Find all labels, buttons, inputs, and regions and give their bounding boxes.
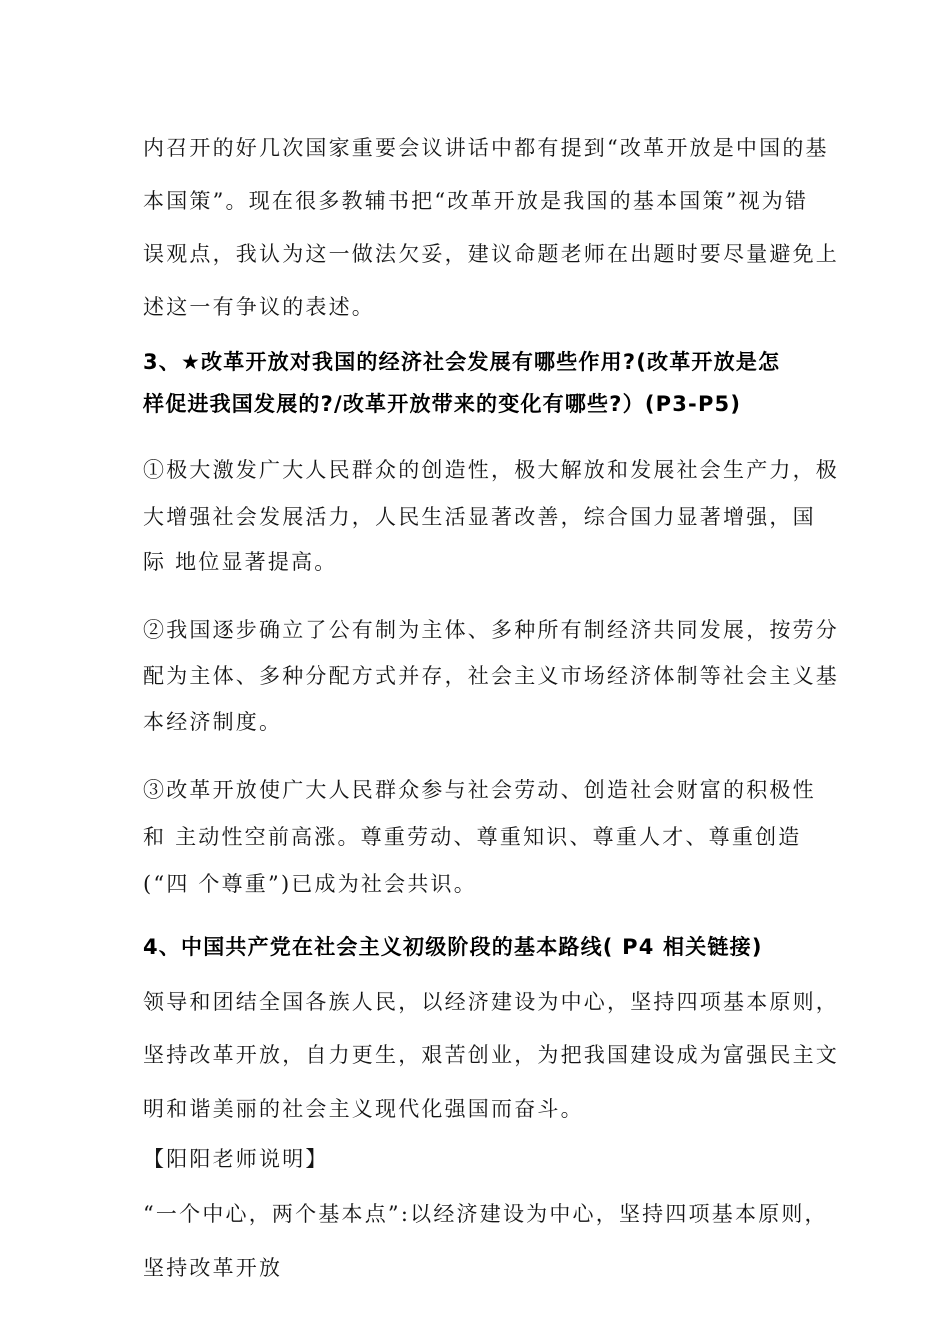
point-3-line: 和 主动性空前高涨。尊重劳动、尊重知识、尊重人才、尊重创造 (143, 825, 802, 849)
point-2-line: 配为主体、多种分配方式并存，社会主义市场经济体制等社会主义基 (143, 664, 839, 688)
section-4-body-line: 明和谐美丽的社会主义现代化强国而奋斗。 (143, 1097, 584, 1121)
teacher-note-title: 【阳阳老师说明】 (143, 1147, 329, 1171)
section-3-heading: 样促进我国发展的?/改革开放带来的变化有哪些?）(P3-P5) (143, 392, 742, 416)
point-1-line: 大增强社会发展活力，人民生活显著改善，综合国力显著增强，国 (143, 505, 816, 529)
point-2-line: 本经济制度。 (143, 710, 283, 734)
section-4-heading: 4、中国共产党在社会主义初级阶段的基本路线( P4 相关链接) (143, 935, 763, 959)
teacher-note-line: “一个中心，两个基本点”:以经济建设为中心，坚持四项基本原则， (143, 1202, 828, 1226)
point-3-line: ③改革开放使广大人民群众参与社会劳动、创造社会财富的积极性 (143, 778, 816, 802)
section-4-body-line: 坚持改革开放，自力更生，艰苦创业，为把我国建设成为富强民主文 (143, 1043, 839, 1067)
section-3-heading: 3、★改革开放对我国的经济社会发展有哪些作用?(改革开放是怎 (143, 350, 781, 374)
intro-line: 述这一有争议的表述。 (143, 295, 375, 319)
point-3-line: (“四 个尊重”)已成为社会共识。 (143, 872, 477, 896)
intro-line: 误观点，我认为这一做法欠妥，建议命题老师在出题时要尽量避免上 (143, 242, 839, 266)
point-2-line: ②我国逐步确立了公有制为主体、多种所有制经济共同发展，按劳分 (143, 618, 839, 642)
intro-line: 本国策”。现在很多教辅书把“改革开放是我国的基本国策”视为错 (143, 189, 809, 213)
teacher-note-line: 坚持改革开放 (143, 1256, 283, 1280)
point-1-line: ①极大激发广大人民群众的创造性，极大解放和发展社会生产力，极 (143, 458, 839, 482)
section-4-body-line: 领导和团结全国各族人民，以经济建设为中心，坚持四项基本原则， (143, 990, 839, 1014)
intro-line: 内召开的好几次国家重要会议讲话中都有提到“改革开放是中国的基 (143, 136, 829, 160)
point-1-line: 际 地位显著提高。 (143, 550, 338, 574)
